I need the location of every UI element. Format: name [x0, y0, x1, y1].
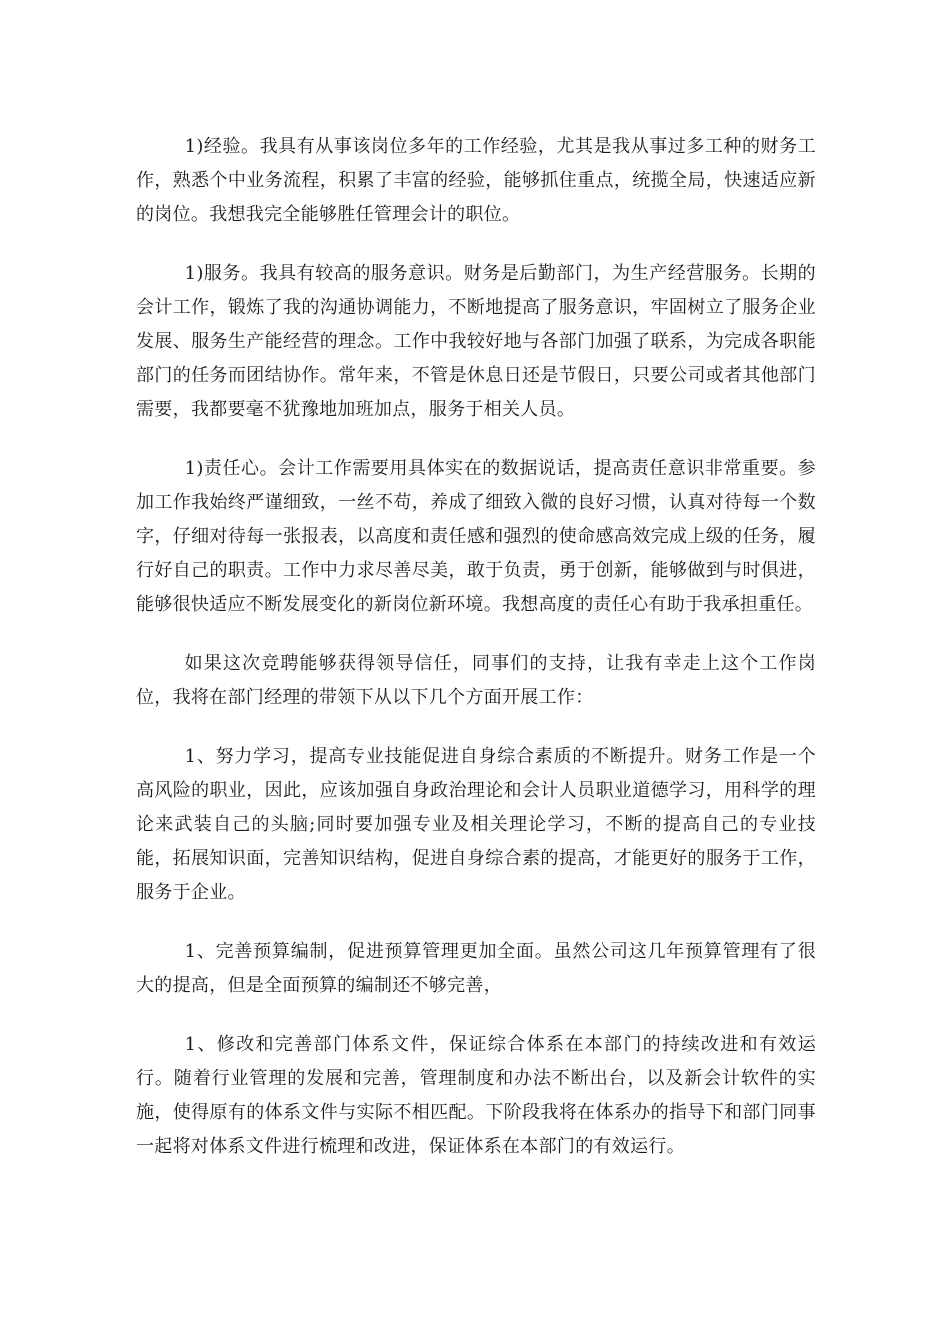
paragraph-intro-plan: 如果这次竞聘能够获得领导信任，同事们的支持，让我有幸走上这个工作岗位，我将在部门经理的带领下从以下几个方面开展工作： — [136, 653, 816, 708]
paragraph-system-files: 1、修改和完善部门体系文件，保证综合体系在本部门的持续改进和有效运行。随着行业管理的发展和完善，管理制度和办法不断出台，以及新会计软件的实施，使得原有的体系文件与实际不相匹配。下阶段我将在体系办的指导下和部门同事一起将对体系文件进行梳理和改进，保证体系在本部门的有效运行。 — [136, 1034, 816, 1157]
paragraph-responsibility: 1)责任心。会计工作需要用具体实在的数据说话，提高责任意识非常重要。参加工作我始终严谨细致，一丝不苟，养成了细致入微的良好习惯，认真对待每一个数字，仔细对待每一张报表，以高度和责任感和强烈的使命感高效完成上级的任务，履行好自己的职责。工作中力求尽善尽美，敢于负责，勇于创新，能够做到与时俱进，能够很快适应不断发展变化的新岗位新环境。我想高度的责任心有助于我承担重任。 — [136, 458, 816, 615]
paragraph-experience: 1)经验。我具有从事该岗位多年的工作经验，尤其是我从事过多工种的财务工作，熟悉个中业务流程，积累了丰富的经验，能够抓住重点，统揽全局，快速适应新的岗位。我想我完全能够胜任管理会计的职位。 — [136, 136, 816, 225]
paragraph-study: 1、努力学习，提高专业技能促进自身综合素质的不断提升。财务工作是一个高风险的职业，因此，应该加强自身政治理论和会计人员职业道德学习，用科学的理论来武装自己的头脑;同时要加强专业及相关理论学习，不断的提高自己的专业技能，拓展知识面，完善知识结构，促进自身综合素的提高，才能更好的服务于工作，服务于企业。 — [136, 746, 816, 903]
document-body — [136, 130, 816, 1189]
paragraph-service: 1)服务。我具有较高的服务意识。财务是后勤部门，为生产经营服务。长期的会计工作，锻炼了我的沟通协调能力，不断地提高了服务意识，牢固树立了服务企业发展、服务生产能经营的理念。工作中我较好地与各部门加强了联系，为完成各职能部门的任务而团结协作。常年来，不管是休息日还是节假日，只要公司或者其他部门需要，我都要毫不犹豫地加班加点，服务于相关人员。 — [136, 263, 816, 420]
paragraph-budget: 1、完善预算编制，促进预算管理更加全面。虽然公司这几年预算管理有了很大的提高，但是全面预算的编制还不够完善， — [136, 941, 816, 996]
